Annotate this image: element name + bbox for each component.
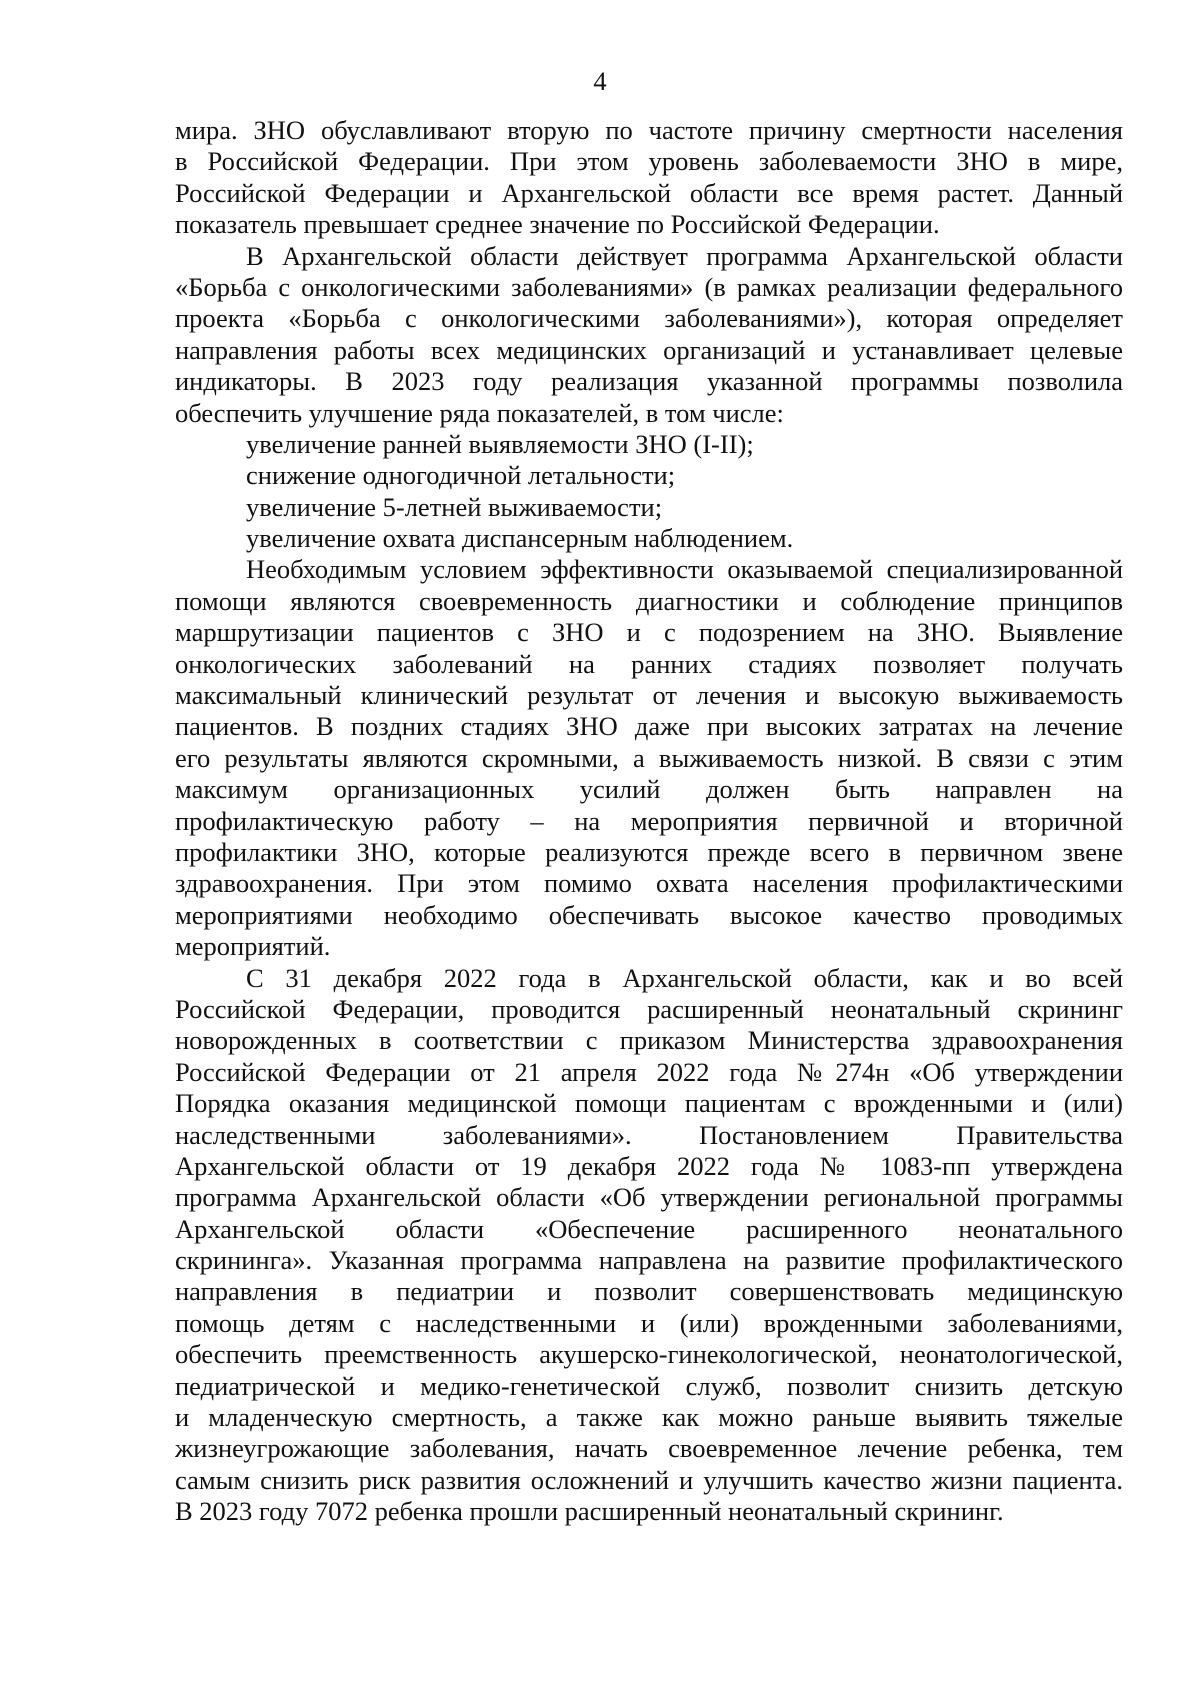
text-line: Российской Федерации от 21 апреля 2022 года №274н «Об утверждении — [175, 1056, 1123, 1087]
text-line: программа Архангельской области «Об утверждении региональной программы — [175, 1182, 1123, 1213]
list-item: снижение одногодичной летальности; — [246, 460, 676, 491]
text-line: новорожденных в соответствии с приказом Министерства здравоохранения — [175, 1025, 1123, 1056]
text-line: мира. ЗНО обуславливают вторую по частоте причину смертности населения — [175, 115, 1123, 145]
text-line: пациентов. В поздних стадиях ЗНО даже при высоких затратах на лечение — [175, 711, 1123, 742]
text-line: самым снизить риск развития осложнений и улучшить качество жизни пациента. — [175, 1464, 1123, 1495]
text-line: Порядка оказания медицинской помощи пациентам с врожденными и (или) — [175, 1088, 1123, 1119]
text-line: Архангельской области «Обеспечение расширенного неонатального — [175, 1213, 1123, 1244]
list-item: увеличение 5-летней выживаемости; — [246, 491, 663, 522]
text-line: маршрутизации пациентов с ЗНО и с подозрением на ЗНО. Выявление — [175, 617, 1123, 648]
text-line: показатель превышает среднее значение по Российской Федерации. — [175, 209, 940, 240]
text-line: профилактики ЗНО, которые реализуются прежде всего в первичном звене — [175, 836, 1123, 867]
text-line: мероприятий. — [175, 931, 331, 962]
paragraph-first-line: Необходимым условием эффективности оказываемой специализированной — [246, 554, 1123, 585]
text-line: обеспечить улучшение ряда показателей, в том числе: — [175, 397, 784, 428]
body-text — [175, 115, 1123, 1528]
text-line: здравоохранения. При этом помимо охвата населения профилактическими — [175, 868, 1123, 899]
text-line: педиатрической и медико-генетической служб, позволит снизить детскую — [175, 1370, 1123, 1401]
text-line: и младенческую смертность, а также как можно раньше выявить тяжелые — [175, 1402, 1123, 1433]
text-line: индикаторы. В 2023 году реализация указанной программы позволила — [175, 366, 1123, 397]
text-line: «Борьба с онкологическими заболеваниями» (в рамках реализации федерального — [175, 271, 1123, 302]
text-line: направления в педиатрии и позволит совершенствовать медицинскую — [175, 1276, 1123, 1307]
text-line: помощь детям с наследственными и (или) врожденными заболеваниями, — [175, 1307, 1123, 1338]
text-line: онкологических заболеваний на ранних стадиях позволяет получать — [175, 648, 1123, 679]
text-line: В 2023 году 7072 ребенка прошли расширенный неонатальный скрининг. — [175, 1496, 1004, 1527]
text-line: Архангельской области от 19 декабря 2022 года № 1083-пп утверждена — [175, 1150, 1123, 1181]
page-number: 4 — [593, 66, 607, 96]
text-line: обеспечить преемственность акушерско-гинекологической, неонатологической, — [175, 1339, 1123, 1370]
text-line: его результаты являются скромными, а выживаемость низкой. В связи с этим — [175, 742, 1123, 773]
paragraph-first-line: В Архангельской области действует программа Архангельской области — [246, 240, 1123, 271]
text-line: профилактическую работу – на мероприятия первичной и вторичной — [175, 805, 1123, 836]
text-line: скрининга». Указанная программа направлена на развитие профилактического — [175, 1245, 1123, 1276]
paragraph-first-line: С 31 декабря 2022 года в Архангельской области, как и во всей — [246, 962, 1123, 993]
text-line: максимальный клинический результат от лечения и высокую выживаемость — [175, 680, 1123, 711]
text-line: проекта «Борьба с онкологическими заболеваниями»), которая определяет — [175, 303, 1123, 334]
text-line: мероприятиями необходимо обеспечивать высокое качество проводимых — [175, 899, 1123, 930]
list-item: увеличение ранней выявляемости ЗНО (I-II); — [246, 428, 754, 459]
text-line: в Российской Федерации. При этом уровень заболеваемости ЗНО в мире, — [175, 146, 1123, 177]
text-line: направления работы всех медицинских организаций и устанавливает целевые — [175, 334, 1123, 365]
text-line: Российской Федерации и Архангельской области все время растет. Данный — [175, 177, 1123, 208]
text-line: максимум организационных усилий должен быть направлен на — [175, 774, 1123, 805]
text-line: жизнеугрожающие заболевания, начать своевременное лечение ребенка, тем — [175, 1433, 1123, 1464]
text-line: помощи являются своевременность диагностики и соблюдение принципов — [175, 585, 1123, 616]
list-item: увеличение охвата диспансерным наблюдением. — [246, 523, 794, 554]
text-line: Российской Федерации, проводится расширенный неонатальный скрининг — [175, 993, 1123, 1024]
text-line: наследственными заболеваниями». Постановлением Правительства — [175, 1119, 1123, 1150]
